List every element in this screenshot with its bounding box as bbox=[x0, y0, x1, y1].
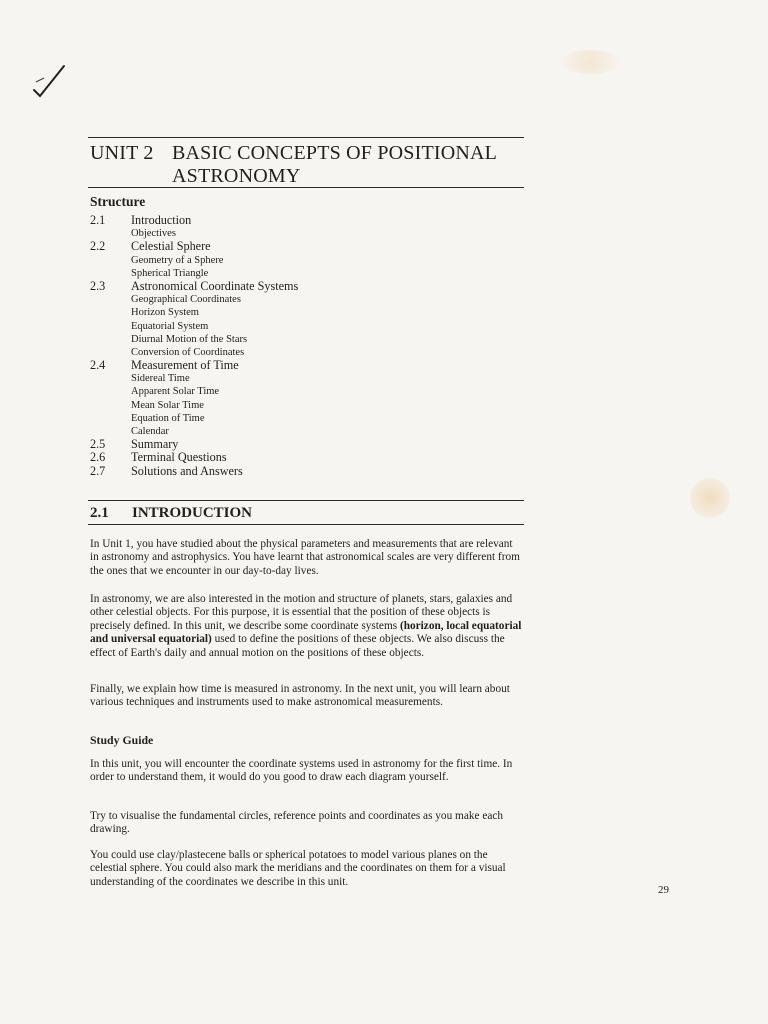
toc-item-title: Diurnal Motion of the Stars bbox=[131, 333, 248, 345]
toc-item-number: 2.1 bbox=[90, 213, 106, 227]
section-number: 2.1 bbox=[90, 505, 109, 521]
toc-item-number: 2.4 bbox=[90, 358, 106, 373]
study-guide-paragraph-1: In this unit, you will encounter the coordinate systems used in astronomy for the first time. In order to understand them, it would do you good to draw each diagram yourself. bbox=[90, 758, 513, 784]
scan-smudge bbox=[690, 478, 730, 518]
section-bottom-rule bbox=[88, 524, 524, 525]
toc-item-title: Spherical Triangle bbox=[131, 267, 209, 279]
bold-term: and bbox=[90, 633, 112, 646]
unit-title bbox=[90, 142, 497, 188]
page-number: 29 bbox=[658, 884, 669, 896]
toc-item-number: 2.6 bbox=[90, 450, 106, 465]
title-top-rule bbox=[88, 137, 524, 138]
toc-item-title: Objectives bbox=[131, 228, 176, 240]
toc-item-title: Equation of Time bbox=[131, 412, 205, 424]
section-heading bbox=[90, 505, 252, 522]
scan-smudge bbox=[560, 50, 620, 74]
toc-item-title: Geographical Coordinates bbox=[131, 294, 241, 306]
section-top-rule bbox=[88, 500, 524, 501]
toc-item-title: Mean Solar Time bbox=[131, 399, 204, 411]
structure-heading: Structure bbox=[90, 194, 146, 209]
toc-item-title: Sidereal Time bbox=[131, 373, 190, 385]
intro-paragraph-1: In Unit 1, you have studied about the physical parameters and measurements that are relevant in astronomy and astrophysics. You have learnt that astronomical scales are very different from the ones that we encounter in our day-to-day lives. bbox=[90, 538, 520, 577]
toc-item-number: 2.3 bbox=[90, 278, 106, 293]
intro-paragraph-3: Finally, we explain how time is measured in astronomy. In the next unit, you will learn about various techniques and instruments used to make astronomical measurements. bbox=[90, 683, 510, 709]
study-guide-paragraph-2: Try to visualise the fundamental circles, reference points and coordinates as you make each drawing. bbox=[90, 810, 504, 836]
toc-item-title: Calendar bbox=[131, 426, 169, 437]
section-title: INTRODUCTION bbox=[132, 505, 253, 521]
toc-item-title: Astronomical Coordinate Systems bbox=[131, 278, 299, 293]
unit-title-line2: ASTRONOMY bbox=[172, 165, 301, 187]
study-guide-heading: Study Guide bbox=[90, 733, 154, 747]
intro-paragraph-2: In astronomy, we are also interested in the motion and structure of planets, stars, galaxies and other celestial objects. For this purpose, it is essential that the position of these objects is precisely defined. In this unit, we describe some coordinate systems (horizon, local equatorial and universal equatorial) used to define the positions of these objects. We also discuss the effect of Earth's daily and annual motion on the positions of these objects. bbox=[90, 593, 522, 659]
toc-item-number: 2.2 bbox=[90, 239, 106, 254]
toc-item-number: 2.5 bbox=[90, 437, 106, 452]
toc-item-title: Geometry of a Sphere bbox=[131, 254, 224, 266]
unit-title-line1: BASIC CONCEPTS OF POSITIONAL bbox=[172, 142, 498, 164]
unit-number: UNIT 2 bbox=[90, 142, 154, 164]
title-bottom-rule bbox=[88, 187, 524, 188]
toc-item-title: Terminal Questions bbox=[131, 450, 227, 465]
toc-item-number: 2.7 bbox=[90, 463, 106, 478]
toc-item-title: Apparent Solar Time bbox=[131, 386, 220, 398]
toc-item-title: Horizon System bbox=[131, 307, 199, 319]
bold-term: (horizon, local equatorial bbox=[399, 619, 522, 632]
toc-item-title: Solutions and Answers bbox=[131, 463, 243, 478]
study-guide-paragraph-3: You could use clay/plastecene balls or spherical potatoes to model various planes on the celestial sphere. You could also mark the meridians and the coordinates on them for a visual understanding of the coordinates we describe in this unit. bbox=[90, 849, 506, 888]
pen-mark-icon bbox=[30, 60, 80, 110]
toc-item-title: Equatorial System bbox=[131, 320, 209, 332]
toc-item-title: Conversion of Coordinates bbox=[131, 346, 245, 358]
bold-term: universal equatorial) bbox=[111, 633, 212, 646]
toc-item-title: Summary bbox=[131, 437, 179, 452]
toc-item-title: Introduction bbox=[131, 213, 192, 227]
toc-item-title: Measurement of Time bbox=[131, 358, 239, 373]
toc-item-title: Celestial Sphere bbox=[131, 239, 211, 254]
